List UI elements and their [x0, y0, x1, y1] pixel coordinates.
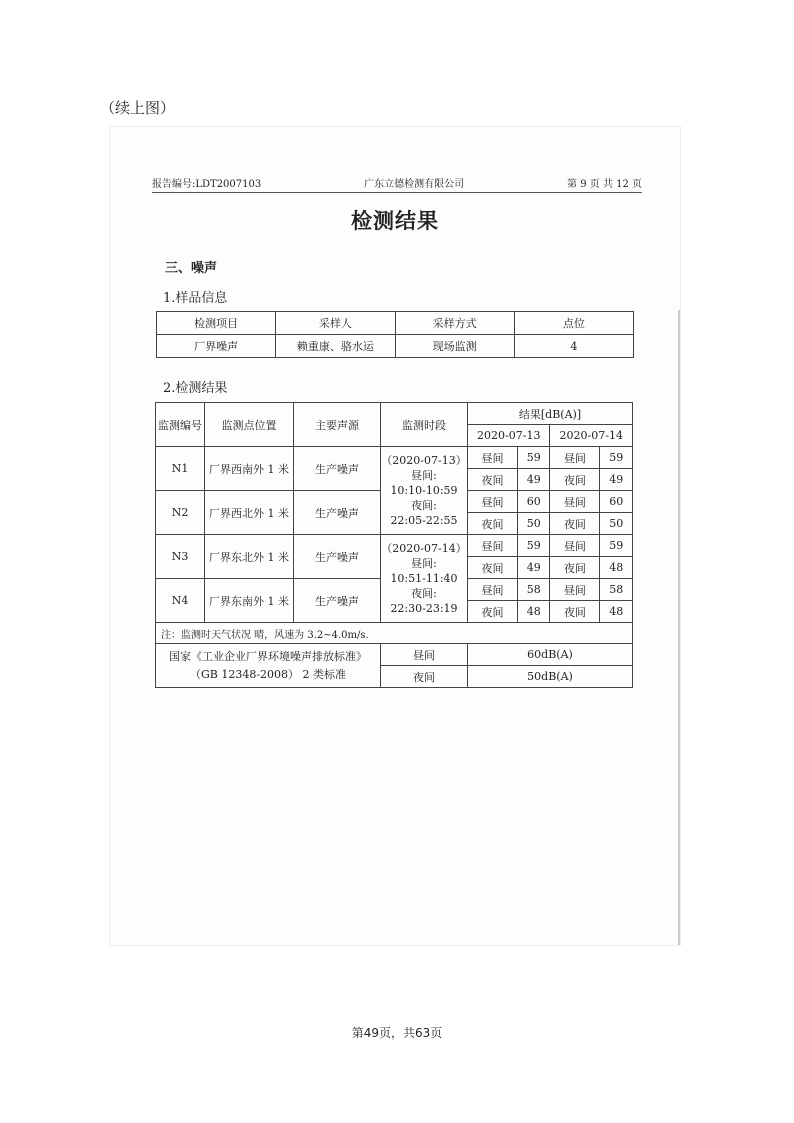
- table-row: [156, 644, 633, 666]
- table-row: [156, 403, 633, 425]
- day-label: 昼间: [468, 491, 518, 513]
- header-cell: 点位: [514, 312, 633, 335]
- night-label: 夜间: [550, 513, 600, 535]
- night-label: 夜间: [550, 601, 600, 623]
- day-label: 昼间: [468, 447, 518, 469]
- header-cell: 采样方式: [395, 312, 514, 335]
- point-location: 厂界西南外 1 米: [205, 447, 294, 491]
- noise-source: 生产噪声: [294, 491, 381, 535]
- point-location: 厂界东南外 1 米: [205, 579, 294, 623]
- value-cell: 59: [517, 447, 550, 469]
- table-cell: 现场监测: [395, 335, 514, 358]
- point-location: 厂界东北外 1 米: [205, 535, 294, 579]
- value-cell: 48: [517, 601, 550, 623]
- table-row: [157, 312, 634, 335]
- scanned-report-page: [110, 127, 680, 945]
- std-day-label: 昼间: [381, 644, 468, 666]
- day-label: 昼间: [550, 579, 600, 601]
- std-night-value: 50dB(A): [468, 666, 633, 688]
- std-day-value: 60dB(A): [468, 644, 633, 666]
- night-label: 夜间: [468, 557, 518, 579]
- std-night-label: 夜间: [381, 666, 468, 688]
- point-id: N4: [156, 579, 205, 623]
- report-number: 报告编号:LDT2007103: [152, 179, 262, 190]
- value-cell: 59: [517, 535, 550, 557]
- point-id: N2: [156, 491, 205, 535]
- value-cell: 60: [600, 491, 633, 513]
- noise-source: 生产噪声: [294, 535, 381, 579]
- weather-note: 注：监测时天气状况 晴，风速为 3.2~4.0m/s.: [156, 623, 633, 644]
- day-label: 昼间: [550, 491, 600, 513]
- value-cell: 50: [600, 513, 633, 535]
- value-cell: 59: [600, 447, 633, 469]
- noise-source: 生产噪声: [294, 447, 381, 491]
- section-heading: 三、噪声: [165, 261, 218, 276]
- results-table: [155, 402, 633, 688]
- table-row: [156, 535, 633, 557]
- table-row: [157, 335, 634, 358]
- point-id: N3: [156, 535, 205, 579]
- table-cell: 赖重康、骆水运: [276, 335, 395, 358]
- sample-info-heading: 1.样品信息: [163, 291, 228, 306]
- day-label: 昼间: [468, 579, 518, 601]
- value-cell: 59: [600, 535, 633, 557]
- standard-reference: 国家《工业企业厂界环境噪声排放标准》 （GB 12348-2008） 2 类标准: [156, 644, 381, 688]
- night-label: 夜间: [468, 469, 518, 491]
- table-row: [156, 623, 633, 644]
- date-cell: 2020-07-13: [468, 425, 550, 447]
- header-cell: 监测点位置: [205, 403, 294, 447]
- header-cell: 监测时段: [381, 403, 468, 447]
- point-id: N1: [156, 447, 205, 491]
- results-heading: 2.检测结果: [163, 381, 228, 396]
- day-label: 昼间: [468, 535, 518, 557]
- value-cell: 49: [517, 557, 550, 579]
- day-label: 昼间: [550, 447, 600, 469]
- value-cell: 48: [600, 601, 633, 623]
- table-cell: 厂界噪声: [157, 335, 276, 358]
- monitoring-period-b: （2020-07-14） 昼间: 10:51-11:40 夜间: 22:30-23:19: [381, 535, 468, 623]
- report-company: 广东立德检测有限公司: [364, 179, 465, 190]
- night-label: 夜间: [468, 513, 518, 535]
- continued-caption: （续上图）: [100, 99, 176, 117]
- table-cell: 4: [514, 335, 633, 358]
- table-row: [156, 447, 633, 469]
- header-cell: 采样人: [276, 312, 395, 335]
- day-label: 昼间: [550, 535, 600, 557]
- page-title: 检测结果: [351, 208, 439, 233]
- header-cell: 结果[dB(A)]: [468, 403, 633, 425]
- value-cell: 50: [517, 513, 550, 535]
- night-label: 夜间: [468, 601, 518, 623]
- value-cell: 49: [600, 469, 633, 491]
- value-cell: 58: [600, 579, 633, 601]
- sample-info-table: [156, 311, 634, 358]
- night-label: 夜间: [550, 557, 600, 579]
- scan-edge-line: [678, 310, 680, 945]
- header-cell: 监测编号: [156, 403, 205, 447]
- value-cell: 58: [517, 579, 550, 601]
- night-label: 夜间: [550, 469, 600, 491]
- page-footer: 第49页，共63页: [351, 1026, 443, 1040]
- point-location: 厂界西北外 1 米: [205, 491, 294, 535]
- report-header: [152, 175, 642, 193]
- header-cell: 主要声源: [294, 403, 381, 447]
- value-cell: 60: [517, 491, 550, 513]
- header-cell: 检测项目: [157, 312, 276, 335]
- date-cell: 2020-07-14: [550, 425, 633, 447]
- value-cell: 48: [600, 557, 633, 579]
- report-page: 第 9 页 共 12 页: [567, 179, 642, 190]
- monitoring-period-a: （2020-07-13） 昼间: 10:10-10:59 夜间: 22:05-22:55: [381, 447, 468, 535]
- noise-source: 生产噪声: [294, 579, 381, 623]
- value-cell: 49: [517, 469, 550, 491]
